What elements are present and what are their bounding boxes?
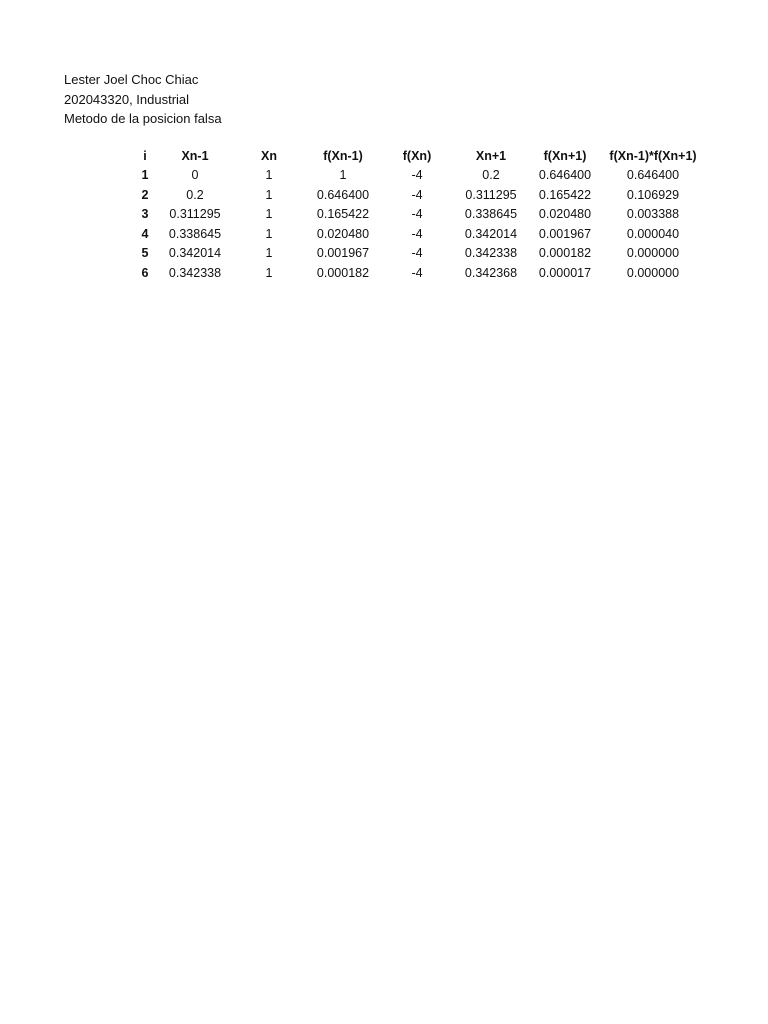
column-header-f-xn-minus-1: f(Xn-1): [323, 148, 363, 163]
cell-f-xn-minus-1: 0.001967: [316, 246, 370, 261]
cell-xn-minus-1: 0.338645: [168, 226, 222, 241]
cell-product: 0.000000: [626, 265, 680, 280]
table-row: [125, 185, 697, 205]
cell-xn-plus-1: 0.342338: [464, 246, 518, 261]
cell-product: 0.646400: [626, 168, 680, 183]
cell-f-xn: -4: [411, 246, 423, 261]
column-header-f-xn-plus-1: f(Xn+1): [543, 148, 587, 163]
table-row: [125, 244, 697, 264]
cell-xn: 1: [265, 168, 273, 183]
method-title: Metodo de la posicion falsa: [64, 111, 222, 126]
student-id-and-career: 202043320, Industrial: [64, 91, 190, 107]
cell-xn-plus-1: 0.2: [482, 168, 500, 183]
column-header-i: i: [143, 148, 147, 163]
cell-xn-plus-1: 0.338645: [464, 207, 518, 222]
table-row: [125, 205, 697, 225]
cell-xn-plus-1: 0.342014: [464, 226, 518, 241]
cell-i: 5: [141, 246, 149, 261]
column-header-f-xn: f(Xn): [402, 148, 432, 163]
cell-f-xn-plus-1: 0.165422: [538, 187, 592, 202]
cell-i: 1: [141, 168, 149, 183]
cell-xn-minus-1: 0.342014: [168, 246, 222, 261]
cell-f-xn-plus-1: 0.646400: [538, 168, 592, 183]
table-row: [125, 166, 697, 186]
cell-i: 6: [141, 265, 149, 280]
cell-f-xn-plus-1: 0.001967: [538, 226, 592, 241]
cell-f-xn-plus-1: 0.020480: [538, 207, 592, 222]
cell-product: 0.106929: [626, 187, 680, 202]
cell-xn-plus-1: 0.342368: [464, 265, 518, 280]
cell-i: 2: [141, 187, 149, 202]
cell-f-xn-minus-1: 0.646400: [316, 187, 370, 202]
cell-xn-minus-1: 0: [191, 168, 199, 183]
cell-xn-minus-1: 0.342338: [168, 265, 222, 280]
cell-f-xn-minus-1: 1: [339, 168, 347, 183]
cell-product: 0.000040: [626, 226, 680, 241]
cell-f-xn: -4: [411, 265, 423, 280]
cell-product: 0.003388: [626, 207, 680, 222]
column-header-xn: Xn: [261, 148, 277, 163]
cell-f-xn: -4: [411, 226, 423, 241]
cell-f-xn-minus-1: 0.000182: [316, 265, 370, 280]
column-header-xn-minus-1: Xn-1: [181, 148, 209, 163]
column-header-xn-plus-1: Xn+1: [475, 148, 507, 163]
cell-f-xn: -4: [411, 187, 423, 202]
cell-f-xn-plus-1: 0.000017: [538, 265, 592, 280]
cell-f-xn: -4: [411, 207, 423, 222]
cell-f-xn: -4: [411, 168, 423, 183]
cell-i: 3: [141, 207, 149, 222]
cell-product: 0.000000: [626, 246, 680, 261]
table-header-row: [125, 146, 697, 166]
column-header-product: f(Xn-1)*f(Xn+1): [609, 148, 697, 163]
document-header: [64, 70, 222, 129]
cell-xn: 1: [265, 226, 273, 241]
cell-xn-minus-1: 0.311295: [169, 207, 221, 222]
cell-f-xn-minus-1: 0.165422: [316, 207, 370, 222]
author-name: Lester Joel Choc Chiac: [64, 72, 199, 87]
table-row: [125, 224, 697, 244]
cell-xn-plus-1: 0.311295: [465, 187, 517, 202]
cell-xn-minus-1: 0.2: [186, 187, 204, 202]
cell-i: 4: [141, 226, 149, 241]
cell-f-xn-plus-1: 0.000182: [538, 246, 592, 261]
false-position-table: [125, 146, 697, 283]
cell-xn: 1: [265, 187, 273, 202]
cell-xn: 1: [265, 265, 273, 280]
cell-xn: 1: [265, 246, 273, 261]
cell-xn: 1: [265, 207, 273, 222]
cell-f-xn-minus-1: 0.020480: [316, 226, 370, 241]
table-row: [125, 263, 697, 283]
